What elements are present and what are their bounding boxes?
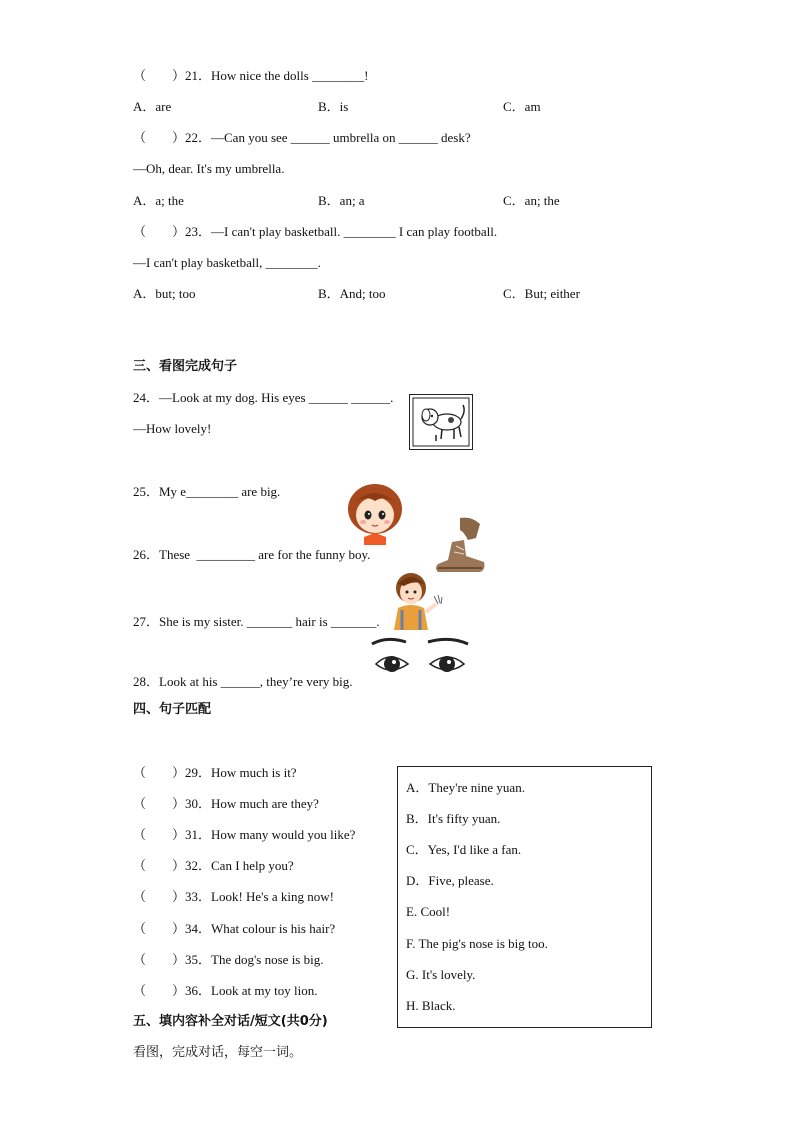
q27: 27．She is my sister. _______ hair is _______. [133, 614, 380, 629]
q21-option-c: C．am [503, 99, 541, 114]
q23-option-a: A．but; too [133, 286, 196, 301]
q23-option-b: B．And; too [318, 286, 386, 301]
q23-stem: （ ）23．—I can't play basketball. ________ I can play football. [133, 224, 498, 239]
match-answer: F. The pig's nose is big too. [406, 936, 548, 951]
q24-line1: 24．—Look at my dog. His eyes ______ ______. [133, 390, 394, 405]
q22-option-b: B．an; a [318, 193, 365, 208]
match-answer: B．It's fifty yuan. [406, 811, 501, 826]
match-question: （ ）35．The dog's nose is big. [133, 952, 324, 967]
section3-heading: 三、看图完成句子 [133, 359, 238, 374]
q24-line2: —How lovely! [133, 421, 212, 436]
match-question: （ ）36．Look at my toy lion. [133, 983, 318, 998]
match-question: （ ）34．What colour is his hair? [133, 921, 336, 936]
match-question: （ ）32．Can I help you? [133, 858, 294, 873]
q25: 25．My e________ are big. [133, 484, 281, 499]
q22-stem: （ ）22．—Can you see ______ umbrella on ______ desk? [133, 130, 471, 145]
q21-option-b: B．is [318, 99, 349, 114]
girl-face-picture [344, 481, 406, 545]
eyes-picture [370, 636, 470, 680]
boots-picture [434, 516, 486, 574]
answer-box [397, 766, 652, 1028]
q23-reply: —I can't play basketball, ________. [133, 255, 321, 270]
q22-reply: —Oh, dear. It's my umbrella. [133, 161, 285, 176]
section5-instruction: 看图，完成对话，每空一词。 [133, 1045, 303, 1060]
match-question: （ ）33．Look! He's a king now! [133, 889, 334, 904]
match-answer: C．Yes, I'd like a fan. [406, 842, 522, 857]
section5-heading: 五、填内容补全对话/短文(共0分) [133, 1014, 328, 1029]
match-answer: G. It's lovely. [406, 967, 476, 982]
dog-picture [409, 394, 473, 450]
q21-stem: （ ）21．How nice the dolls ________! [133, 68, 369, 83]
match-answer: D．Five, please. [406, 873, 494, 888]
q22-option-a: A．a; the [133, 193, 184, 208]
q22-option-c: C．an; the [503, 193, 560, 208]
q21-option-a: A．are [133, 99, 172, 114]
match-answer: H. Black. [406, 998, 456, 1013]
match-question: （ ）31．How many would you like? [133, 827, 356, 842]
match-answer: A．They're nine yuan. [406, 780, 525, 795]
q26: 26．These _________ are for the funny boy. [133, 547, 371, 562]
section4-heading: 四、句子匹配 [133, 702, 212, 717]
q28: 28．Look at his ______, they’re very big. [133, 674, 353, 689]
match-question: （ ）29．How much is it? [133, 765, 297, 780]
boy-waving-picture [390, 570, 446, 630]
match-question: （ ）30．How much are they? [133, 796, 319, 811]
q23-option-c: C．But; either [503, 286, 580, 301]
match-answer: E. Cool! [406, 904, 451, 919]
